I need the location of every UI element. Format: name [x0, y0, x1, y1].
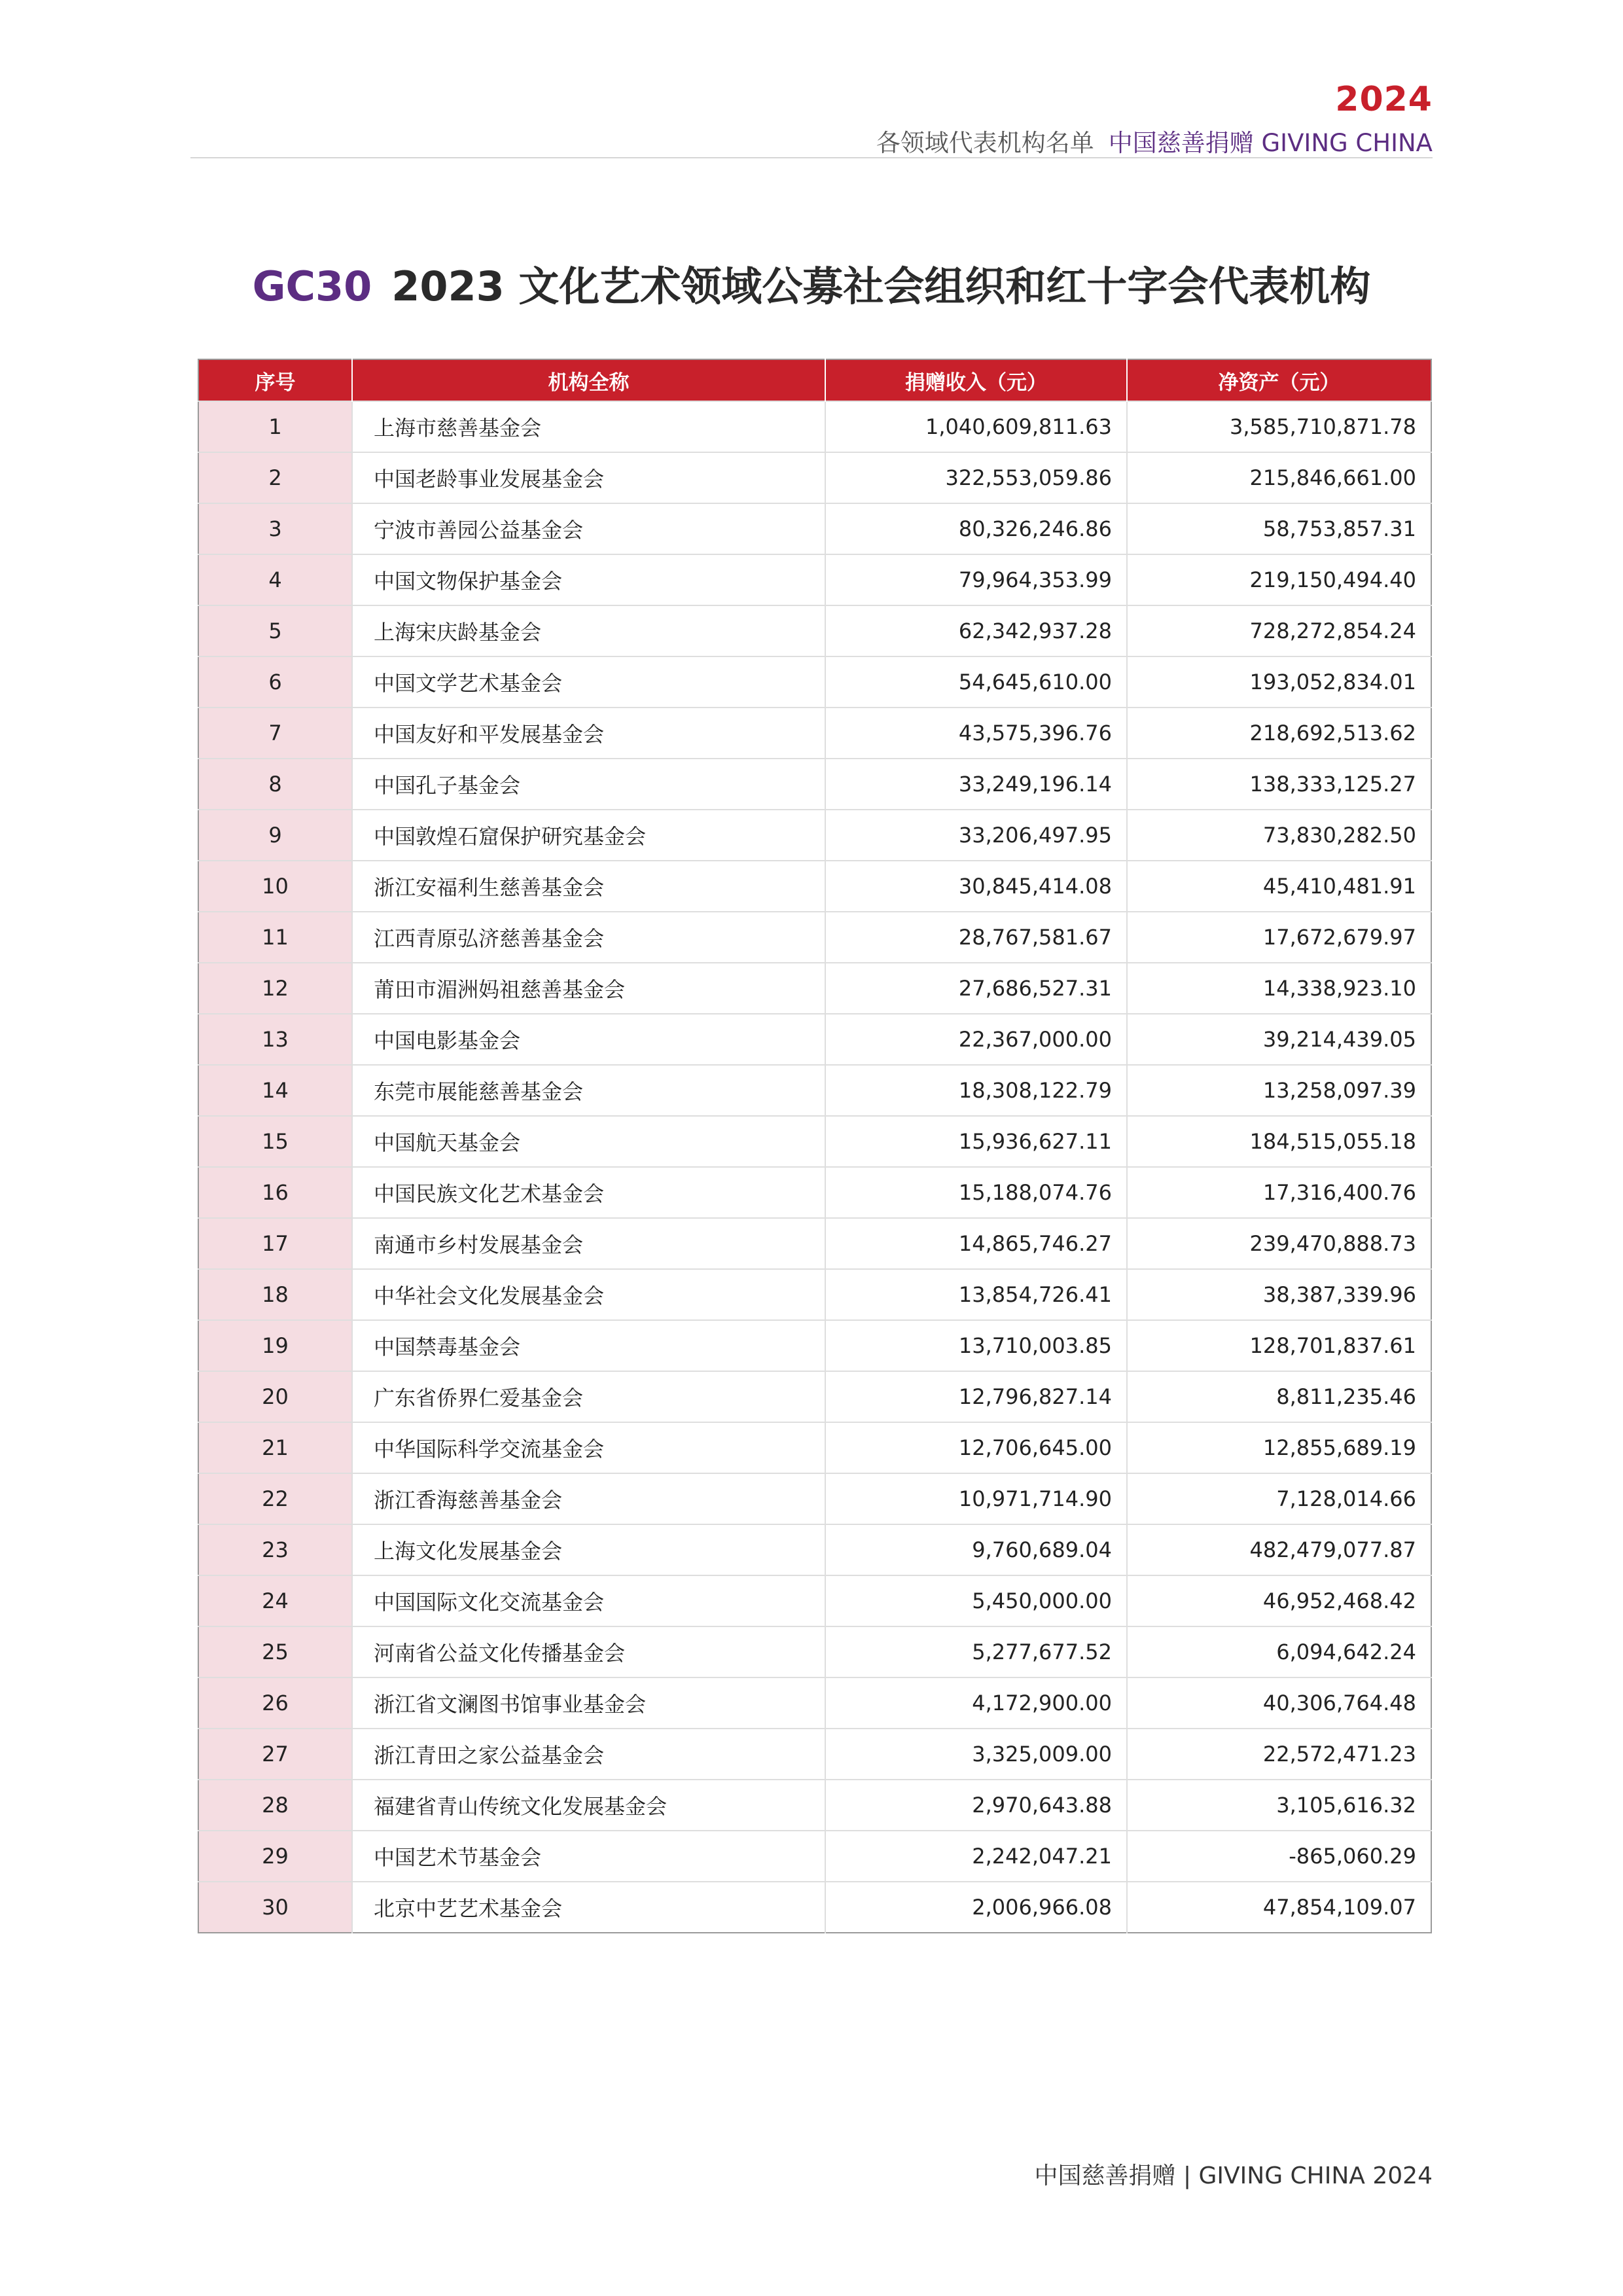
row-donation: 1,040,609,811.63: [825, 401, 1127, 452]
table-row: [198, 1167, 1431, 1218]
row-org-name: 江西青原弘济慈善基金会: [352, 912, 825, 963]
table-row: [198, 1422, 1431, 1473]
table-row: [198, 1524, 1431, 1575]
row-index: 13: [198, 1014, 352, 1065]
row-net-assets: 45,410,481.91: [1127, 861, 1431, 912]
row-donation: 12,706,645.00: [825, 1422, 1127, 1473]
row-index: 15: [198, 1116, 352, 1167]
row-index: 24: [198, 1575, 352, 1626]
row-index: 5: [198, 605, 352, 656]
row-net-assets: 17,316,400.76: [1127, 1167, 1431, 1218]
row-donation: 15,188,074.76: [825, 1167, 1127, 1218]
row-index: 18: [198, 1269, 352, 1320]
row-net-assets: 482,479,077.87: [1127, 1524, 1431, 1575]
row-index: 8: [198, 759, 352, 810]
table-row: [198, 708, 1431, 759]
row-net-assets: 14,338,923.10: [1127, 963, 1431, 1014]
row-index: 17: [198, 1218, 352, 1269]
row-net-assets: 193,052,834.01: [1127, 656, 1431, 708]
row-org-name: 南通市乡村发展基金会: [352, 1218, 825, 1269]
row-org-name: 浙江青田之家公益基金会: [352, 1729, 825, 1780]
header-brand: 中国慈善捐赠 GIVING CHINA: [1108, 129, 1433, 157]
row-org-name: 浙江省文澜图书馆事业基金会: [352, 1677, 825, 1729]
row-org-name: 中国艺术节基金会: [352, 1831, 825, 1882]
row-donation: 28,767,581.67: [825, 912, 1127, 963]
row-donation: 2,970,643.88: [825, 1780, 1127, 1831]
row-donation: 10,971,714.90: [825, 1473, 1127, 1524]
header-subtitle: 各领域代表机构名单: [876, 129, 1094, 157]
header-divider: [190, 157, 1433, 158]
row-index: 11: [198, 912, 352, 963]
table-row: [198, 1473, 1431, 1524]
row-donation: 62,342,937.28: [825, 605, 1127, 656]
row-net-assets: 218,692,513.62: [1127, 708, 1431, 759]
row-org-name: 东莞市展能慈善基金会: [352, 1065, 825, 1116]
row-net-assets: 215,846,661.00: [1127, 452, 1431, 503]
row-org-name: 中国敦煌石窟保护研究基金会: [352, 810, 825, 861]
table-row: [198, 1320, 1431, 1371]
row-donation: 27,686,527.31: [825, 963, 1127, 1014]
organizations-table: [198, 359, 1432, 1933]
row-org-name: 宁波市善园公益基金会: [352, 503, 825, 554]
row-donation: 5,450,000.00: [825, 1575, 1127, 1626]
row-org-name: 上海市慈善基金会: [352, 401, 825, 452]
row-net-assets: 12,855,689.19: [1127, 1422, 1431, 1473]
row-index: 4: [198, 554, 352, 605]
table-row: [198, 1371, 1431, 1422]
row-net-assets: 40,306,764.48: [1127, 1677, 1431, 1729]
row-index: 22: [198, 1473, 352, 1524]
row-donation: 2,006,966.08: [825, 1882, 1127, 1933]
row-net-assets: 6,094,642.24: [1127, 1626, 1431, 1677]
row-index: 3: [198, 503, 352, 554]
row-org-name: 河南省公益文化传播基金会: [352, 1626, 825, 1677]
row-org-name: 中国民族文化艺术基金会: [352, 1167, 825, 1218]
row-index: 28: [198, 1780, 352, 1831]
row-org-name: 中国国际文化交流基金会: [352, 1575, 825, 1626]
row-index: 10: [198, 861, 352, 912]
row-index: 26: [198, 1677, 352, 1729]
row-index: 21: [198, 1422, 352, 1473]
row-net-assets: -865,060.29: [1127, 1831, 1431, 1882]
row-index: 30: [198, 1882, 352, 1933]
row-net-assets: 138,333,125.27: [1127, 759, 1431, 810]
table-row: [198, 1014, 1431, 1065]
table-row: [198, 1729, 1431, 1780]
row-net-assets: 13,258,097.39: [1127, 1065, 1431, 1116]
row-donation: 30,845,414.08: [825, 861, 1127, 912]
row-donation: 15,936,627.11: [825, 1116, 1127, 1167]
table-row: [198, 605, 1431, 656]
table-row: [198, 1882, 1431, 1933]
row-index: 25: [198, 1626, 352, 1677]
row-donation: 79,964,353.99: [825, 554, 1127, 605]
row-org-name: 浙江香海慈善基金会: [352, 1473, 825, 1524]
row-index: 1: [198, 401, 352, 452]
row-index: 23: [198, 1524, 352, 1575]
row-net-assets: 46,952,468.42: [1127, 1575, 1431, 1626]
row-net-assets: 73,830,282.50: [1127, 810, 1431, 861]
row-index: 20: [198, 1371, 352, 1422]
row-org-name: 莆田市湄洲妈祖慈善基金会: [352, 963, 825, 1014]
row-donation: 2,242,047.21: [825, 1831, 1127, 1882]
row-donation: 18,308,122.79: [825, 1065, 1127, 1116]
row-donation: 22,367,000.00: [825, 1014, 1127, 1065]
row-index: 6: [198, 656, 352, 708]
row-donation: 43,575,396.76: [825, 708, 1127, 759]
row-donation: 33,206,497.95: [825, 810, 1127, 861]
table-row: [198, 503, 1431, 554]
table-row: [198, 401, 1431, 452]
row-org-name: 中华国际科学交流基金会: [352, 1422, 825, 1473]
row-donation: 54,645,610.00: [825, 656, 1127, 708]
title-code: GC30: [252, 262, 372, 310]
row-org-name: 上海文化发展基金会: [352, 1524, 825, 1575]
table-row: [198, 912, 1431, 963]
table-row: [198, 810, 1431, 861]
row-donation: 14,865,746.27: [825, 1218, 1127, 1269]
row-donation: 322,553,059.86: [825, 452, 1127, 503]
table-row: [198, 1218, 1431, 1269]
row-index: 27: [198, 1729, 352, 1780]
row-index: 7: [198, 708, 352, 759]
title-text: 2023 文化艺术领域公募社会组织和红十字会代表机构: [391, 262, 1371, 310]
table-row: [198, 963, 1431, 1014]
row-org-name: 中国老龄事业发展基金会: [352, 452, 825, 503]
table-row: [198, 1269, 1431, 1320]
row-net-assets: 239,470,888.73: [1127, 1218, 1431, 1269]
header-org-name: 机构全称: [352, 359, 825, 401]
row-index: 14: [198, 1065, 352, 1116]
row-net-assets: 39,214,439.05: [1127, 1014, 1431, 1065]
row-net-assets: 58,753,857.31: [1127, 503, 1431, 554]
header-index: 序号: [198, 359, 352, 401]
row-donation: 12,796,827.14: [825, 1371, 1127, 1422]
table-row: [198, 1116, 1431, 1167]
header-donation: 捐赠收入（元）: [825, 359, 1127, 401]
table-row: [198, 554, 1431, 605]
row-net-assets: 219,150,494.40: [1127, 554, 1431, 605]
row-donation: 80,326,246.86: [825, 503, 1127, 554]
table-row: [198, 1831, 1431, 1882]
table-row: [198, 861, 1431, 912]
row-org-name: 中国友好和平发展基金会: [352, 708, 825, 759]
row-donation: 3,325,009.00: [825, 1729, 1127, 1780]
table-row: [198, 452, 1431, 503]
row-index: 2: [198, 452, 352, 503]
row-index: 12: [198, 963, 352, 1014]
row-index: 9: [198, 810, 352, 861]
header-year: 2024: [1335, 80, 1433, 119]
row-org-name: 广东省侨界仁爱基金会: [352, 1371, 825, 1422]
row-org-name: 浙江安福利生慈善基金会: [352, 861, 825, 912]
row-net-assets: 728,272,854.24: [1127, 605, 1431, 656]
row-donation: 13,710,003.85: [825, 1320, 1127, 1371]
row-net-assets: 3,585,710,871.78: [1127, 401, 1431, 452]
row-donation: 4,172,900.00: [825, 1677, 1127, 1729]
row-org-name: 中国文学艺术基金会: [352, 656, 825, 708]
table-row: [198, 656, 1431, 708]
table-row: [198, 1780, 1431, 1831]
row-net-assets: 7,128,014.66: [1127, 1473, 1431, 1524]
row-org-name: 福建省青山传统文化发展基金会: [352, 1780, 825, 1831]
row-net-assets: 128,701,837.61: [1127, 1320, 1431, 1371]
row-index: 29: [198, 1831, 352, 1882]
row-donation: 33,249,196.14: [825, 759, 1127, 810]
row-net-assets: 17,672,679.97: [1127, 912, 1431, 963]
row-org-name: 中华社会文化发展基金会: [352, 1269, 825, 1320]
row-org-name: 中国孔子基金会: [352, 759, 825, 810]
row-net-assets: 8,811,235.46: [1127, 1371, 1431, 1422]
row-net-assets: 38,387,339.96: [1127, 1269, 1431, 1320]
row-index: 19: [198, 1320, 352, 1371]
table-row: [198, 1575, 1431, 1626]
table-row: [198, 1626, 1431, 1677]
row-donation: 13,854,726.41: [825, 1269, 1127, 1320]
row-org-name: 中国航天基金会: [352, 1116, 825, 1167]
header-line: [876, 123, 1433, 158]
organizations-table-container: [198, 359, 1431, 1933]
table-row: [198, 759, 1431, 810]
page-title: [0, 254, 1623, 312]
row-net-assets: 22,572,471.23: [1127, 1729, 1431, 1780]
row-org-name: 北京中艺艺术基金会: [352, 1882, 825, 1933]
table-header-row: [198, 359, 1431, 401]
footer-text: 中国慈善捐赠 | GIVING CHINA 2024: [1034, 2162, 1433, 2189]
row-org-name: 中国禁毒基金会: [352, 1320, 825, 1371]
row-donation: 9,760,689.04: [825, 1524, 1127, 1575]
row-org-name: 中国电影基金会: [352, 1014, 825, 1065]
header-net-assets: 净资产（元）: [1127, 359, 1431, 401]
row-net-assets: 47,854,109.07: [1127, 1882, 1431, 1933]
table-row: [198, 1065, 1431, 1116]
table-body: [198, 401, 1431, 1933]
table-row: [198, 1677, 1431, 1729]
row-org-name: 中国文物保护基金会: [352, 554, 825, 605]
row-index: 16: [198, 1167, 352, 1218]
row-donation: 5,277,677.52: [825, 1626, 1127, 1677]
row-org-name: 上海宋庆龄基金会: [352, 605, 825, 656]
row-net-assets: 3,105,616.32: [1127, 1780, 1431, 1831]
row-net-assets: 184,515,055.18: [1127, 1116, 1431, 1167]
